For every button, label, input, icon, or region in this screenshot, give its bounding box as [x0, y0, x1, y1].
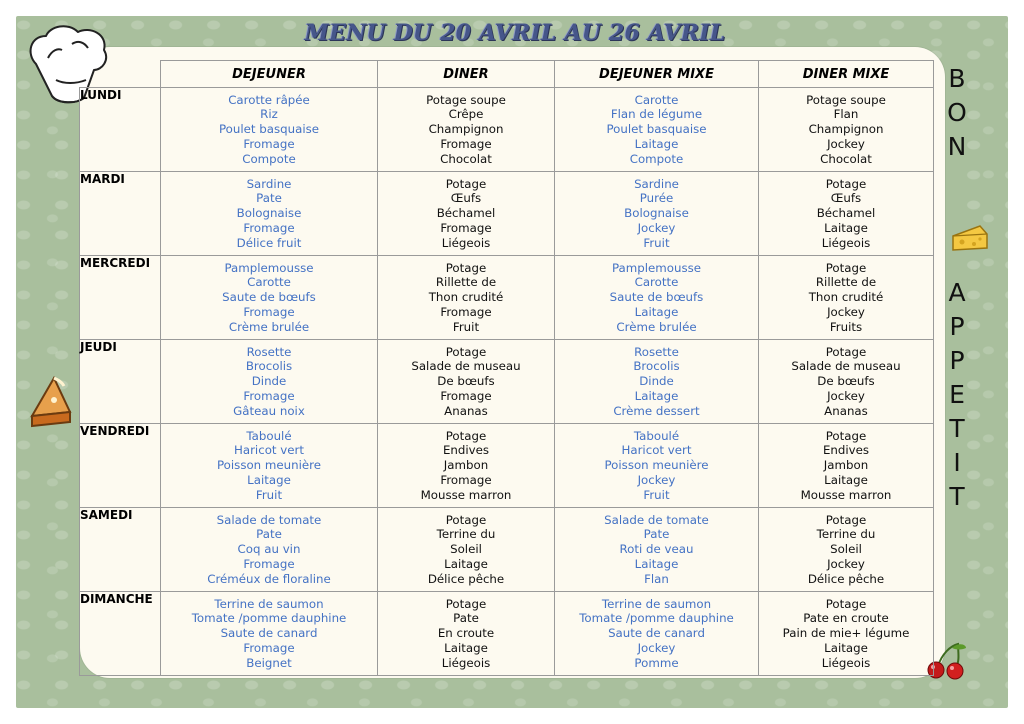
menu-item: Fromage: [243, 304, 295, 319]
menu-cell-dejeuner-mixe: [555, 508, 759, 592]
menu-cell-dejeuner-mixe: [555, 592, 759, 676]
menu-item: Fruit: [643, 487, 670, 502]
menu-item: Fromage: [440, 220, 492, 235]
menu-item: Purée: [639, 191, 674, 206]
menu-item: Pate: [256, 191, 282, 206]
menu-item: Terrine de saumon: [214, 596, 324, 611]
menu-item: Tomate /pomme dauphine: [579, 611, 734, 626]
menu-item: Créméux de floraline: [207, 571, 331, 586]
day-label: LUNDI: [80, 88, 161, 172]
menu-item: Laitage: [444, 640, 488, 655]
menu-item: Rosette: [634, 344, 679, 359]
menu-item: Terrine de saumon: [601, 596, 712, 611]
menu-item: Laitage: [444, 556, 488, 571]
menu-item: Taboulé: [246, 428, 292, 443]
menu-cell-diner-mixe: [759, 340, 934, 424]
menu-item: Ananas: [444, 403, 488, 418]
menu-cell-diner-mixe: [759, 172, 934, 256]
menu-item: Laitage: [634, 136, 679, 151]
menu-cell-dejeuner: [161, 340, 378, 424]
menu-item: Fromage: [440, 304, 492, 319]
menu-item: De bœufs: [437, 374, 495, 389]
menu-item: Salade de tomate: [604, 512, 709, 527]
column-header-dejeuner: DEJEUNER: [161, 61, 378, 88]
menu-item: Jockey: [637, 640, 676, 655]
menu-item: Potage: [445, 176, 487, 191]
table-row: [80, 256, 934, 340]
menu-cell-diner: [378, 172, 555, 256]
menu-item: Délice pêche: [807, 571, 885, 586]
menu-item: Liégeois: [821, 655, 871, 670]
menu-cell-dejeuner-mixe: [555, 340, 759, 424]
side-letter: N: [947, 132, 967, 161]
menu-item: Pomme: [634, 655, 679, 670]
menu-item: Potage: [445, 260, 487, 275]
menu-item: Œufs: [830, 191, 862, 206]
menu-item: Chocolat: [820, 151, 872, 166]
menu-item: Flan: [644, 571, 669, 586]
menu-item: Potage: [825, 344, 867, 359]
menu-item: Gâteau noix: [233, 403, 305, 418]
menu-cell-diner: [378, 424, 555, 508]
menu-item: Pate: [453, 611, 479, 626]
menu-item: Carotte: [634, 275, 679, 290]
menu-item: Carotte: [634, 92, 679, 107]
menu-cell-diner-mixe: [759, 508, 934, 592]
menu-item: Dinde: [639, 374, 674, 389]
menu-item: Carotte: [247, 275, 291, 290]
side-letter: A: [948, 278, 966, 307]
menu-item: Saute de bœufs: [222, 290, 316, 305]
menu-item: Thon crudité: [428, 290, 504, 305]
menu-item: Taboulé: [633, 428, 680, 443]
menu-item: Pamplemousse: [224, 260, 314, 275]
day-label: JEUDI: [80, 340, 161, 424]
column-header-dejeuner-mixe: DEJEUNER MIXE: [555, 61, 759, 88]
menu-item: Mousse marron: [800, 487, 892, 502]
menu-item: Liégeois: [441, 655, 491, 670]
side-word-bon: [940, 62, 974, 164]
menu-cell-diner-mixe: [759, 592, 934, 676]
menu-item: Salade de museau: [791, 359, 901, 374]
menu-item: Liégeois: [441, 235, 491, 250]
menu-item: Haricot vert: [233, 443, 305, 458]
cheese-icon: [950, 222, 990, 254]
menu-item: Mousse marron: [420, 487, 512, 502]
menu-item: Crème dessert: [613, 403, 700, 418]
menu-item: Potage soupe: [426, 92, 506, 107]
menu-item: Thon crudité: [808, 290, 884, 305]
menu-item: Fruit: [255, 487, 283, 502]
side-letter: I: [953, 448, 961, 477]
day-label: MARDI: [80, 172, 161, 256]
menu-item: Jockey: [827, 136, 865, 151]
menu-item: Potage: [445, 512, 487, 527]
menu-item: Laitage: [824, 640, 868, 655]
menu-item: Potage: [445, 596, 487, 611]
menu-cell-dejeuner: [161, 172, 378, 256]
header-row: [80, 61, 934, 88]
menu-item: Jockey: [827, 388, 865, 403]
menu-item: Jockey: [827, 556, 865, 571]
menu-item: Saute de canard: [608, 626, 705, 641]
day-label: SAMEDI: [80, 508, 161, 592]
menu-table: [79, 60, 934, 676]
pie-slice-icon: [24, 372, 76, 428]
menu-cell-diner: [378, 340, 555, 424]
side-letter: O: [947, 98, 967, 127]
menu-item: Liégeois: [821, 235, 871, 250]
menu-item: Potage: [445, 344, 487, 359]
menu-item: Carotte râpée: [228, 92, 310, 107]
menu-item: Tomate /pomme dauphine: [191, 611, 347, 626]
menu-item: Poisson meunière: [216, 458, 321, 473]
menu-item: Champignon: [808, 122, 884, 137]
menu-item: Bolognaise: [236, 206, 302, 221]
menu-item: Potage: [445, 428, 487, 443]
menu-item: Fromage: [440, 472, 492, 487]
side-letter: T: [949, 414, 965, 443]
menu-item: Laitage: [634, 556, 679, 571]
menu-item: Œufs: [450, 191, 482, 206]
menu-cell-diner: [378, 592, 555, 676]
table-row: [80, 508, 934, 592]
day-label: MERCREDI: [80, 256, 161, 340]
table-row: [80, 88, 934, 172]
header-corner: [80, 61, 161, 88]
menu-cell-dejeuner: [161, 256, 378, 340]
table-row: [80, 592, 934, 676]
menu-cell-dejeuner-mixe: [555, 88, 759, 172]
menu-cell-diner-mixe: [759, 88, 934, 172]
menu-item: Poisson meunière: [604, 458, 709, 473]
menu-item: Compote: [629, 151, 684, 166]
menu-cell-dejeuner: [161, 424, 378, 508]
menu-item: Potage: [825, 176, 867, 191]
menu-item: Pain de mie+ légume: [782, 626, 910, 641]
menu-item: Terrine du: [816, 527, 876, 542]
menu-cell-dejeuner: [161, 508, 378, 592]
menu-item: Poulet basquaise: [218, 122, 320, 137]
side-letter: P: [949, 346, 965, 375]
menu-item: Salade de museau: [411, 359, 521, 374]
menu-item: Riz: [260, 107, 278, 122]
menu-item: Brocolis: [245, 359, 293, 374]
menu-item: En croute: [437, 626, 495, 641]
menu-item: Fruit: [643, 235, 670, 250]
menu-cell-diner: [378, 88, 555, 172]
menu-item: Fromage: [440, 388, 492, 403]
menu-item: Fromage: [243, 640, 295, 655]
menu-item: Rosette: [246, 344, 292, 359]
menu-item: Endives: [822, 443, 870, 458]
menu-item: Délice fruit: [236, 235, 302, 250]
menu-item: Laitage: [824, 220, 868, 235]
menu-item: Dinde: [251, 374, 287, 389]
menu-item: De bœufs: [817, 374, 875, 389]
day-label: VENDREDI: [80, 424, 161, 508]
menu-item: Rillette de: [435, 275, 497, 290]
menu-item: Jockey: [637, 472, 676, 487]
table-row: [80, 424, 934, 508]
menu-item: Fromage: [243, 220, 295, 235]
menu-item: Haricot vert: [621, 443, 692, 458]
menu-item: Saute de bœufs: [609, 290, 704, 305]
menu-item: Compote: [242, 151, 296, 166]
menu-item: Potage soupe: [806, 92, 886, 107]
menu-item: Rillette de: [815, 275, 877, 290]
menu-item: Flan: [833, 107, 859, 122]
menu-item: Endives: [442, 443, 490, 458]
menu-item: Jambon: [443, 458, 489, 473]
menu-cell-dejeuner-mixe: [555, 172, 759, 256]
menu-item: Saute de canard: [220, 626, 318, 641]
menu-cell-diner: [378, 508, 555, 592]
table-row: [80, 172, 934, 256]
menu-cell-dejeuner-mixe: [555, 424, 759, 508]
menu-item: Laitage: [247, 472, 291, 487]
menu-item: Pamplemousse: [611, 260, 702, 275]
menu-item: Brocolis: [633, 359, 680, 374]
menu-item: Fromage: [243, 136, 295, 151]
menu-item: Béchamel: [436, 206, 496, 221]
menu-item: Crêpe: [448, 107, 484, 122]
menu-item: Ananas: [824, 403, 868, 418]
menu-cell-dejeuner: [161, 592, 378, 676]
menu-item: Terrine du: [436, 527, 496, 542]
menu-item: Potage: [825, 428, 867, 443]
menu-item: Soleil: [450, 542, 482, 557]
menu-item: Roti de veau: [619, 542, 694, 557]
menu-item: Jambon: [823, 458, 869, 473]
day-label: DIMANCHE: [80, 592, 161, 676]
menu-item: Fruit: [452, 319, 480, 334]
menu-item: Potage: [825, 512, 867, 527]
page-title: MENU DU 20 AVRIL AU 26 AVRIL: [304, 20, 726, 46]
menu-item: Beignet: [246, 655, 292, 670]
menu-item: Pate: [643, 527, 670, 542]
menu-cell-diner-mixe: [759, 256, 934, 340]
side-letter: P: [949, 312, 965, 341]
menu-item: Laitage: [824, 472, 868, 487]
column-header-diner-mixe: DINER MIXE: [759, 61, 934, 88]
table-row: [80, 340, 934, 424]
menu-item: Potage: [825, 596, 867, 611]
menu-item: Crème brulée: [616, 319, 697, 334]
menu-cell-dejeuner-mixe: [555, 256, 759, 340]
side-word-appetit: [940, 276, 974, 514]
side-letter: E: [949, 380, 965, 409]
menu-item: Sardine: [246, 176, 292, 191]
menu-item: Chocolat: [440, 151, 492, 166]
menu-cell-diner: [378, 256, 555, 340]
menu-item: Sardine: [634, 176, 679, 191]
menu-item: Fromage: [440, 136, 492, 151]
menu-cell-diner-mixe: [759, 424, 934, 508]
menu-item: Béchamel: [816, 206, 876, 221]
menu-item: Pate en croute: [803, 611, 889, 626]
side-letter: B: [948, 64, 966, 93]
menu-item: Fromage: [243, 388, 295, 403]
menu-item: Délice pêche: [427, 571, 505, 586]
menu-item: Coq au vin: [237, 542, 301, 557]
menu-item: Fruits: [829, 319, 863, 334]
menu-item: Laitage: [634, 304, 679, 319]
menu-item: Soleil: [830, 542, 862, 557]
menu-item: Champignon: [428, 122, 504, 137]
menu-item: Bolognaise: [624, 206, 689, 221]
menu-item: Crème brulée: [228, 319, 310, 334]
menu-item: Potage: [825, 260, 867, 275]
menu-item: Flan de légume: [610, 107, 703, 122]
menu-item: Jockey: [827, 304, 865, 319]
menu-item: Fromage: [243, 556, 295, 571]
menu-cell-dejeuner: [161, 88, 378, 172]
menu-item: Jockey: [637, 220, 676, 235]
column-header-diner: DINER: [378, 61, 555, 88]
menu-item: Poulet basquaise: [606, 122, 707, 137]
menu-item: Pate: [256, 527, 282, 542]
menu-body: [80, 88, 934, 676]
menu-item: Laitage: [634, 388, 679, 403]
menu-item: Salade de tomate: [216, 512, 322, 527]
side-letter: T: [949, 482, 965, 511]
